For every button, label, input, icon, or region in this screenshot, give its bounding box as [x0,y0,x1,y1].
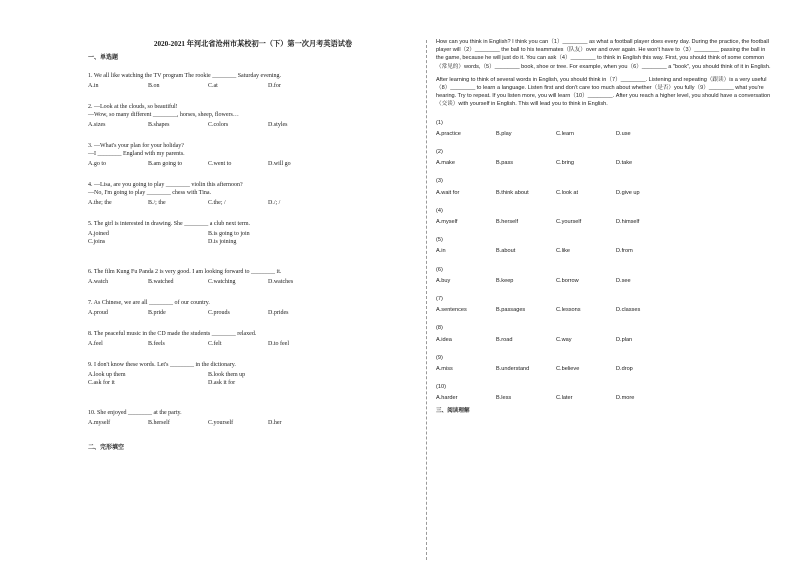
question-item [88,220,418,268]
question-item [88,299,418,330]
answer-option: A.look up them [88,372,126,378]
answer-option: A.watch [88,279,109,285]
question-text: —I ________ England with my parents. [88,151,185,157]
answer-option: A.the; the [88,200,112,206]
cloze-option-row [436,365,771,373]
answer-option: C.ask for it [88,380,115,386]
answer-option: A.myself [88,420,111,426]
answer-option: C.the; / [208,200,226,206]
answer-option: B.on [148,83,160,89]
question-list [88,72,418,440]
question-item [88,181,418,220]
question-text: 4. —Lisa, are you going to play ________ violin this afternoon? [88,182,243,188]
cloze-option: C.lessons [556,307,581,314]
answer-option: B.am going to [148,161,183,167]
answer-option: C.prouds [208,310,230,316]
cloze-option-row [436,394,771,402]
cloze-option: A.buy [436,277,451,284]
cloze-option: C.later [556,395,573,402]
question-text: 3. —What's your plan for your holiday? [88,143,184,149]
question-text: —Wow, so many different ________, horses, sheep, flowers… [88,112,239,118]
question-item [88,361,418,409]
cloze-paragraph-2: After learning to think of several words in English, you should think in（7）________. Listening and repeating（跟读）is a very useful（8）________ to learn a language. Listen first and don't care too much about whether（是否）you fully（9）________ what you're hearing. Try to repeat. If you listen more, you will learn（10）________. After you reach a higher level, you should have a conversation（交谈）with yourself in English. This will lead you to think in English. [436,76,771,108]
cloze-option-row [436,277,771,285]
cloze-option: A.myself [436,219,458,226]
cloze-option: D.classes [616,307,641,314]
cloze-option: B.play [496,130,512,137]
answer-option: B.feels [148,341,165,347]
question-item [88,409,418,440]
answer-option: D.styles [268,122,288,128]
cloze-option: C.borrow [556,277,579,284]
question-text: 8. The peaceful music in the CD made the students ________ relaxed. [88,331,257,337]
option-row [88,160,418,168]
cloze-option: A.miss [436,366,453,373]
cloze-number: (1) [436,119,443,126]
cloze-option: B.think about [496,189,529,196]
cloze-option-row [436,218,771,226]
column-divider [426,40,427,560]
cloze-number: (3) [436,178,443,185]
section-heading-cloze: 二、完形填空 [88,445,125,451]
cloze-option: A.make [436,160,455,167]
cloze-option: A.practice [436,130,461,137]
cloze-option-row [436,306,771,314]
answer-option: A.feel [88,341,103,347]
cloze-paragraph-1: How can you think in English? I think you can（1）________ as what a football player does every day. During the practice, the football player will（2）________ the ball to his teammates（队友）over and over again. He won't have to（3）________ passing the ball in the game, because he will just do it. You can ask（4）________ to think in English this way. First, you should think of some common（常见的）words,（5）________ book, shoe or tree. For example, when you（6）________ a "book", you should think of it in English. [436,39,771,70]
section-heading-single-choice: 一、单选题 [88,55,119,61]
cloze-option-row [436,247,771,255]
answer-option: B.look them up [208,372,246,378]
answer-option: D.for [268,83,281,89]
option-row [88,371,418,387]
cloze-option: D.plan [616,336,633,343]
cloze-option: B.keep [496,277,514,284]
question-item [88,330,418,361]
cloze-option: A.sentences [436,307,467,314]
cloze-option: B.about [496,248,516,255]
question-text: 1. We all like watching the TV program The rookie ________ Saturday evening. [88,73,282,79]
cloze-option: C.way [556,336,572,343]
answer-option: C.at [208,83,218,89]
cloze-option: A.in [436,248,446,255]
cloze-option-row [436,159,771,167]
cloze-option: D.from [616,248,633,255]
question-item [88,103,418,142]
question-text: —No, I'm going to play ________ chess with Tina. [88,190,212,196]
question-item [88,142,418,181]
question-text: 5. The girl is interested in drawing. She ________ a club next term. [88,221,251,227]
option-row [88,419,418,427]
answer-option: D.will go [268,161,291,167]
cloze-option: D.use [616,130,631,137]
cloze-option: B.road [496,336,513,343]
question-text: 6. The film Kung Fu Panda 2 is very good. I am looking forward to ________ it. [88,269,282,275]
cloze-option-row [436,336,771,344]
cloze-option: D.drop [616,366,633,373]
answer-option: D.watches [268,279,294,285]
answer-option: A.go to [88,161,106,167]
cloze-option: B.herself [496,219,519,226]
question-text: 10. She enjoyed ________ at the party. [88,410,182,416]
answer-option: D.her [268,420,282,426]
cloze-option: C.like [556,248,570,255]
cloze-number: (2) [436,149,443,156]
question-item [88,72,418,103]
right-column [436,38,771,415]
question-text: 7. As Chinese, we are all ________ of our country. [88,300,210,306]
cloze-number: (8) [436,325,443,332]
answer-option: A.sizes [88,122,106,128]
answer-option: C.watching [208,279,236,285]
answer-option: C.joins [88,239,106,245]
answer-option: D.ask it for [208,380,236,386]
cloze-number: (7) [436,296,443,303]
question-text: 9. I don't know these words. Let's ________ in the dictionary. [88,362,236,368]
answer-option: C.felt [208,341,222,347]
cloze-option: C.look at [556,189,579,196]
cloze-option-row [436,189,771,197]
cloze-option: D.take [616,160,633,167]
answer-option: C.yourself [208,420,234,426]
option-row [88,199,418,207]
answer-option: A.in [88,83,99,89]
cloze-option: A.idea [436,336,452,343]
option-row [88,278,418,286]
option-row [88,340,418,348]
section-heading-reading: 三、阅读理解 [436,407,470,414]
cloze-option: C.yourself [556,219,582,226]
option-row [88,82,418,90]
cloze-option-row [436,130,771,138]
cloze-number: (5) [436,237,443,244]
answer-option: C.went to [208,161,232,167]
answer-option: A.joined [88,231,109,237]
answer-option: B./; the [148,200,166,206]
answer-option: B.herself [148,420,170,426]
cloze-number: (10) [436,384,446,391]
cloze-option: C.learn [556,130,575,137]
answer-option: D.to feel [268,341,289,347]
cloze-option: B.less [496,395,512,402]
answer-option: B.is going to join [208,231,250,237]
option-row [88,121,418,129]
question-item [88,268,418,299]
cloze-option: A.wait for [436,189,460,196]
option-row [88,309,418,317]
answer-option: C.colors [208,122,229,128]
cloze-number: (9) [436,354,443,361]
cloze-question-list [436,119,771,403]
option-row [88,230,418,246]
cloze-option: B.pass [496,160,514,167]
cloze-option: C.bring [556,160,575,167]
cloze-option: D.more [616,395,635,402]
answer-option: D./; / [268,200,281,206]
cloze-option: B.understand [496,366,530,373]
question-text: 2. —Look at the clouds, so beautiful! [88,104,178,110]
answer-option: B.watched [148,279,174,285]
cloze-option: D.see [616,277,631,284]
answer-option: B.pride [148,310,166,316]
cloze-option: A.harder [436,395,458,402]
cloze-option: C.believe [556,366,580,373]
cloze-option: D.himself [616,219,640,226]
left-column [88,40,418,462]
cloze-option: B.passages [496,307,526,314]
answer-option: B.shapes [148,122,170,128]
exam-title: 2020-2021 年河北省沧州市某校初一（下）第一次月考英语试卷 [153,40,353,48]
answer-option: D.is joining [208,239,237,245]
cloze-option: D.give up [616,189,640,196]
cloze-number: (4) [436,207,443,214]
answer-option: D.prides [268,310,289,316]
cloze-number: (6) [436,266,443,273]
answer-option: A.proud [88,310,108,316]
